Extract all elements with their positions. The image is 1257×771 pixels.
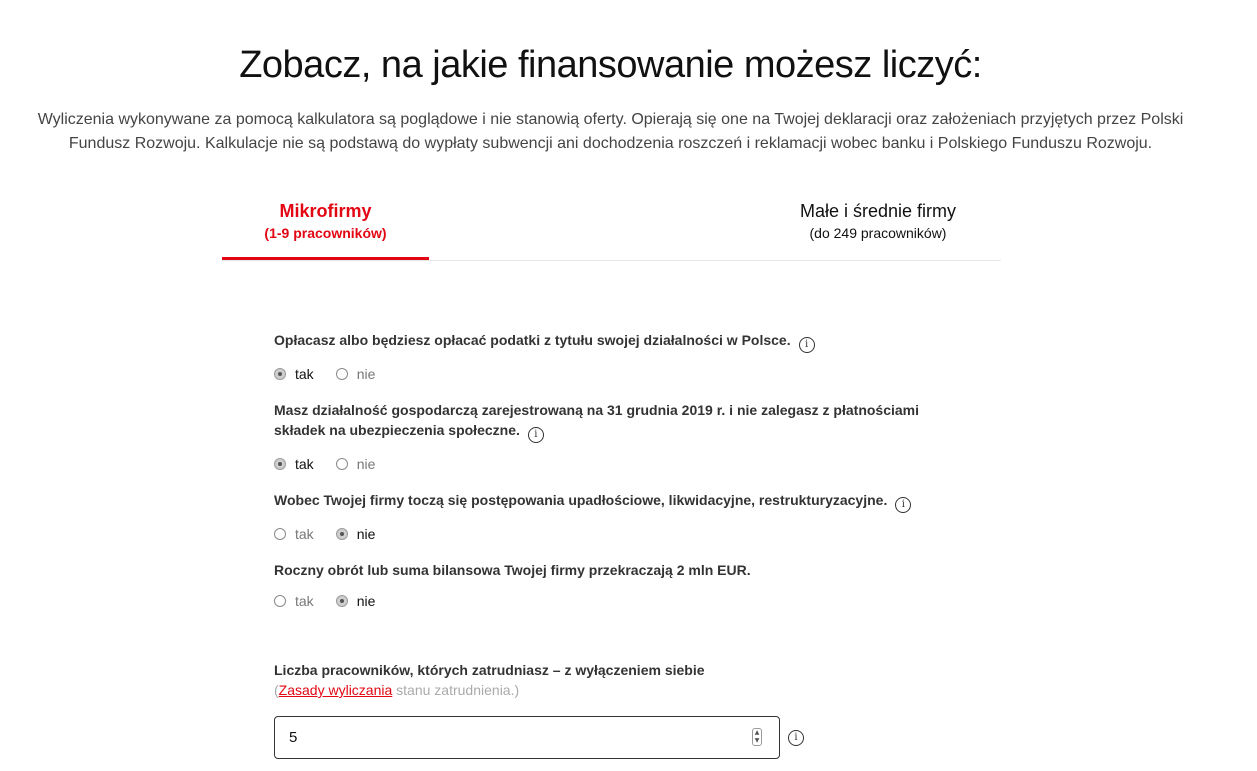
stepper-icon[interactable]: ▲ ▼ bbox=[752, 728, 762, 746]
disclaimer-text: Wyliczenia wykonywane za pomocą kalkulatora są poglądowe i nie stanowią oferty. Opierają się one na Twojej deklaracji oraz założeniach przyjętych przez Polski Fundusz Rozwoju. Kalkulacje nie są podstawą do wypłaty subwencji ani dochodzenia roszczeń i reklamacji wobec banku i Polskiego Funduszu Rozwoju. bbox=[37, 111, 1184, 152]
radio-button[interactable] bbox=[336, 368, 348, 380]
radio-button-checked[interactable] bbox=[336, 595, 348, 607]
company-size-tabs bbox=[222, 196, 1001, 261]
employees-count-section bbox=[274, 660, 974, 744]
counting-rules-link[interactable]: Zasady wyliczania bbox=[278, 682, 393, 698]
radio-option-nie[interactable]: nie bbox=[336, 456, 376, 472]
radio-button-checked[interactable] bbox=[274, 368, 286, 380]
question-registered-business bbox=[274, 400, 974, 479]
tab-sme-subtitle: (do 249 pracowników) bbox=[809, 225, 947, 241]
employees-input-row bbox=[274, 716, 814, 760]
radio-button[interactable] bbox=[336, 458, 348, 470]
question-label: Masz działalność gospodarczą zarejestrowaną na 31 grudnia 2019 r. i nie zalegasz z płatnościami składek na ubezpieczenia społeczne. i bbox=[274, 400, 974, 443]
tab-small-medium-firms[interactable] bbox=[663, 196, 1093, 260]
radio-option-nie[interactable]: nie bbox=[336, 366, 376, 382]
radio-option-nie[interactable]: nie bbox=[336, 526, 376, 542]
question-taxes-in-poland bbox=[274, 330, 974, 389]
radio-option-nie[interactable]: nie bbox=[336, 593, 376, 609]
radio-option-tak[interactable]: tak bbox=[274, 366, 314, 382]
employees-count-input[interactable] bbox=[274, 716, 780, 759]
radio-group bbox=[274, 519, 974, 549]
employees-note: (Zasady wyliczania stanu zatrudnienia.) bbox=[274, 682, 520, 698]
question-label: Opłacasz albo będziesz opłacać podatki z tytułu swojej działalności w Polsce. i bbox=[274, 330, 974, 353]
radio-button[interactable] bbox=[274, 595, 286, 607]
question-turnover-threshold bbox=[274, 560, 974, 616]
tab-microfirms[interactable] bbox=[222, 196, 429, 260]
info-icon[interactable]: i bbox=[528, 427, 544, 443]
radio-button-checked[interactable] bbox=[274, 458, 286, 470]
radio-group bbox=[274, 449, 974, 479]
tab-sme-title: Małe i średnie firmy bbox=[799, 201, 957, 221]
tab-microfirms-subtitle: (1-9 pracowników) bbox=[264, 225, 387, 241]
radio-group bbox=[274, 359, 974, 389]
tab-microfirms-title: Mikrofirmy bbox=[279, 201, 372, 221]
info-icon[interactable]: i bbox=[799, 337, 815, 353]
info-icon[interactable]: i bbox=[895, 497, 911, 513]
employees-label: Liczba pracowników, których zatrudniasz – z wyłączeniem siebie bbox=[274, 662, 705, 678]
question-insolvency-proceedings bbox=[274, 490, 974, 549]
radio-button-checked[interactable] bbox=[336, 528, 348, 540]
page-title: Zobacz, na jakie finansowanie możesz liczyć: bbox=[239, 44, 982, 86]
question-label: Wobec Twojej firmy toczą się postępowania upadłościowe, likwidacyjne, restrukturyzacyjne. i bbox=[274, 490, 974, 513]
question-label: Roczny obrót lub suma bilansowa Twojej firmy przekraczają 2 mln EUR. bbox=[274, 562, 751, 578]
radio-option-tak[interactable]: tak bbox=[274, 526, 314, 542]
radio-option-tak[interactable]: tak bbox=[274, 593, 314, 609]
info-icon[interactable]: i bbox=[788, 730, 804, 746]
radio-button[interactable] bbox=[274, 528, 286, 540]
radio-group bbox=[274, 586, 974, 616]
radio-option-tak[interactable]: tak bbox=[274, 456, 314, 472]
